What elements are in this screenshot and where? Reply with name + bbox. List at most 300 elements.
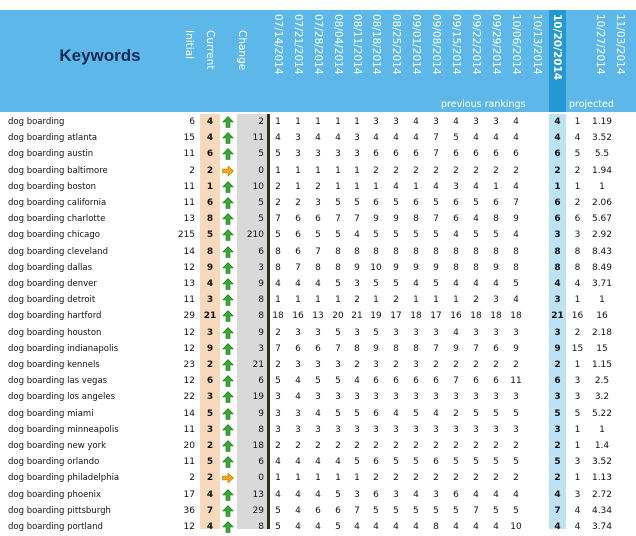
history-rank: 6 (295, 246, 301, 257)
history-rank: 3 (513, 327, 519, 338)
history-rank: 4 (473, 214, 479, 225)
history-rank: 7 (335, 214, 341, 225)
table-row (0, 406, 636, 422)
history-rank: 2 (393, 295, 399, 306)
trend-up-arrow-icon (222, 213, 234, 228)
history-rank: 8 (373, 246, 379, 257)
current-week-rank: 4 (554, 117, 561, 127)
history-rank: 2 (473, 165, 479, 176)
change-value: 6 (258, 246, 264, 257)
history-rank: 8 (493, 214, 499, 225)
history-rank: 4 (453, 327, 459, 338)
history-rank: 19 (370, 311, 382, 322)
history-rank: 7 (275, 214, 281, 225)
date-header: 10/13/2014 (531, 14, 543, 75)
history-rank: 2 (513, 441, 519, 451)
keyword-cell: dog boarding miami (8, 408, 94, 419)
history-rank: 4 (315, 133, 321, 144)
history-rank: 8 (275, 246, 281, 257)
history-rank: 5 (354, 457, 360, 468)
projected-rank: 8 (574, 262, 581, 273)
current-week-rank: 21 (551, 311, 564, 322)
history-rank: 4 (295, 489, 301, 500)
table-row (0, 487, 636, 503)
history-rank: 4 (354, 376, 360, 387)
history-rank: 5 (275, 522, 281, 532)
projected-rank: 4 (574, 279, 581, 289)
previous-rankings-label: previous rankings (441, 99, 526, 110)
history-rank: 4 (373, 133, 379, 144)
trend-up-arrow-icon (222, 505, 234, 520)
keyword-cell: dog boarding atlanta (8, 133, 98, 144)
projected-rank: 16 (571, 311, 584, 322)
history-rank: 5 (275, 376, 281, 387)
history-rank: 1 (335, 295, 341, 306)
current-rank: 7 (206, 505, 214, 516)
projected-rank: 1.13 (591, 473, 613, 484)
history-rank: 8 (354, 246, 360, 257)
change-value: 5 (258, 149, 264, 160)
table-row (0, 260, 636, 276)
date-header: 09/08/2014 (430, 14, 442, 75)
table-row (0, 195, 636, 211)
history-rank: 9 (373, 214, 379, 225)
history-rank: 5 (433, 230, 439, 241)
change-value: 6 (258, 457, 264, 468)
current-rank: 4 (206, 133, 214, 144)
history-rank: 8 (315, 262, 321, 273)
trend-up-arrow-icon (222, 229, 234, 244)
history-rank: 4 (513, 181, 519, 192)
history-rank: 4 (335, 457, 341, 468)
history-rank: 5 (373, 230, 379, 241)
keyword-cell: dog boarding philadelphia (8, 473, 120, 484)
keyword-cell: dog boarding charlotte (8, 214, 106, 225)
projected-rank: 2 (574, 327, 581, 338)
keyword-cell: dog boarding phoenix (8, 489, 102, 500)
projected-rank: 1.19 (591, 117, 613, 127)
projected-rank: 1 (574, 117, 581, 127)
table-row (0, 373, 636, 389)
history-rank: 5 (513, 457, 519, 468)
keyword-cell: dog boarding houston (8, 327, 102, 338)
history-rank: 3 (373, 360, 379, 370)
table-row (0, 341, 636, 357)
date-header: 07/14/2014 (272, 14, 284, 75)
history-rank: 18 (470, 311, 482, 322)
history-rank: 18 (410, 311, 422, 322)
keyword-cell: dog boarding denver (8, 279, 97, 289)
history-rank: 3 (433, 424, 439, 435)
history-rank: 5 (453, 457, 459, 468)
history-rank: 1 (315, 165, 321, 176)
history-rank: 5 (354, 408, 360, 419)
projected-rank: 3 (574, 392, 581, 403)
projected-rank: 1 (599, 424, 605, 435)
change-value: 19 (252, 392, 264, 403)
history-rank: 4 (393, 181, 399, 192)
projected-rank: 6 (574, 214, 581, 225)
date-header: 07/21/2014 (292, 14, 304, 75)
history-rank: 1 (453, 295, 459, 306)
date-header: 08/25/2014 (390, 14, 402, 75)
history-rank: 6 (373, 149, 379, 160)
keyword-cell: dog boarding pittsburgh (8, 505, 111, 516)
projected-rank: 2.18 (591, 327, 613, 338)
history-rank: 4 (493, 522, 499, 532)
history-rank: 2 (373, 441, 379, 451)
history-rank: 4 (473, 279, 479, 289)
trend-up-arrow-icon (222, 327, 234, 342)
history-rank: 3 (493, 295, 499, 306)
projected-rank: 1 (574, 424, 581, 435)
history-rank: 5 (413, 230, 419, 241)
history-rank: 3 (473, 392, 479, 403)
current-week-rank: 3 (554, 295, 561, 306)
history-rank: 13 (312, 311, 324, 322)
history-rank: 4 (315, 279, 321, 289)
current-week-rank: 1 (554, 181, 561, 192)
current-rank: 5 (206, 230, 214, 241)
history-rank: 4 (453, 117, 459, 127)
initial-rank: 215 (177, 230, 195, 241)
history-rank: 4 (433, 181, 439, 192)
projected-rank: 4 (574, 522, 581, 532)
history-rank: 4 (453, 230, 459, 241)
history-rank: 2 (335, 441, 341, 451)
history-rank: 1 (315, 473, 321, 484)
history-rank: 2 (275, 441, 281, 451)
table-row (0, 292, 636, 308)
history-rank: 3 (453, 424, 459, 435)
history-rank: 2 (295, 441, 301, 451)
history-rank: 1 (275, 473, 281, 484)
history-rank: 3 (315, 149, 321, 160)
history-rank: 3 (513, 392, 519, 403)
history-rank: 3 (433, 117, 439, 127)
projected-rank: 5.67 (591, 214, 613, 225)
current-week-rank: 6 (554, 149, 561, 160)
history-rank: 8 (433, 522, 439, 532)
history-rank: 2 (473, 441, 479, 451)
history-rank: 1 (295, 117, 301, 127)
history-rank: 3 (315, 392, 321, 403)
history-rank: 4 (453, 522, 459, 532)
history-rank: 4 (295, 522, 301, 532)
projected-rank: 2.5 (594, 376, 610, 387)
history-rank: 5 (373, 505, 379, 516)
history-rank: 4 (413, 279, 419, 289)
current-rank: 4 (206, 522, 214, 532)
history-rank: 9 (354, 262, 360, 273)
table-row (0, 422, 636, 438)
date-header: 08/18/2014 (370, 14, 382, 75)
history-rank: 10 (510, 522, 522, 532)
initial-rank: 11 (183, 424, 195, 435)
history-rank: 4 (373, 522, 379, 532)
history-rank: 2 (433, 473, 439, 484)
projected-rank: 1.94 (591, 165, 613, 176)
table-row (0, 357, 636, 373)
history-rank: 5 (275, 505, 281, 516)
history-rank: 5 (275, 149, 281, 160)
history-rank: 5 (453, 505, 459, 516)
projected-rank: 5 (574, 408, 581, 419)
history-rank: 3 (393, 424, 399, 435)
history-rank: 4 (275, 279, 281, 289)
history-rank: 6 (335, 505, 341, 516)
history-rank: 6 (473, 149, 479, 160)
current-rank: 5 (206, 457, 214, 468)
keyword-cell: dog boarding orlando (8, 457, 100, 468)
history-rank: 6 (433, 376, 439, 387)
keyword-cell: dog boarding baltimore (8, 165, 108, 176)
history-rank: 3 (473, 424, 479, 435)
history-rank: 8 (354, 343, 360, 354)
history-rank: 3 (413, 360, 419, 370)
history-rank: 3 (413, 392, 419, 403)
history-rank: 18 (490, 311, 502, 322)
trend-up-arrow-icon (222, 310, 234, 325)
history-rank: 6 (373, 376, 379, 387)
history-rank: 6 (373, 198, 379, 208)
change-value: 5 (258, 214, 264, 225)
history-rank: 8 (335, 246, 341, 257)
keyword-cell: dog boarding new york (8, 441, 107, 451)
history-rank: 6 (295, 343, 301, 354)
history-rank: 2 (453, 360, 459, 370)
history-rank: 6 (453, 149, 459, 160)
history-rank: 3 (354, 279, 360, 289)
history-rank: 9 (433, 262, 439, 273)
history-rank: 5 (393, 457, 399, 468)
history-rank: 8 (433, 246, 439, 257)
change-value: 8 (258, 311, 264, 322)
trend-up-arrow-icon (222, 521, 234, 536)
history-rank: 5 (473, 198, 479, 208)
history-rank: 8 (275, 262, 281, 273)
projected-rank: 8 (574, 246, 581, 257)
history-rank: 9 (493, 262, 499, 273)
history-rank: 1 (295, 181, 301, 192)
projected-rank: 1 (574, 441, 581, 451)
history-rank: 2 (275, 327, 281, 338)
history-rank: 7 (513, 198, 519, 208)
table-row (0, 130, 636, 146)
projected-rank: 4.34 (591, 505, 613, 516)
history-rank: 3 (315, 327, 321, 338)
projected-rank: 15 (571, 343, 584, 354)
current-rank: 9 (206, 262, 214, 273)
history-rank: 1 (413, 181, 419, 192)
history-rank: 4 (315, 408, 321, 419)
history-rank: 6 (315, 343, 321, 354)
trend-flat-arrow-icon (222, 165, 234, 180)
initial-rank: 14 (183, 408, 195, 419)
history-rank: 8 (413, 246, 419, 257)
keyword-cell: dog boarding boston (8, 181, 97, 192)
history-rank: 2 (354, 441, 360, 451)
history-rank: 2 (453, 165, 459, 176)
current-week-rank: 5 (554, 408, 561, 419)
change-value: 10 (252, 181, 264, 192)
projected-label: projected (569, 99, 614, 110)
history-rank: 4 (473, 181, 479, 192)
projected-rank: 2.92 (591, 230, 613, 241)
history-rank: 4 (493, 133, 499, 144)
change-value: 9 (258, 327, 264, 338)
history-rank: 4 (493, 279, 499, 289)
history-rank: 5 (473, 457, 479, 468)
history-rank: 5 (275, 230, 281, 241)
history-rank: 2 (513, 165, 519, 176)
table-row (0, 163, 636, 179)
history-rank: 5 (413, 505, 419, 516)
projected-rank: 3.71 (591, 279, 613, 289)
projected-rank: 2.06 (591, 198, 613, 208)
history-rank: 3 (393, 327, 399, 338)
history-rank: 5 (335, 489, 341, 500)
keyword-cell: dog boarding las vegas (8, 376, 108, 387)
history-rank: 6 (513, 149, 519, 160)
history-rank: 4 (413, 133, 419, 144)
initial-rank: 11 (183, 181, 195, 192)
projected-rank: 5.22 (591, 408, 613, 419)
projected-rank: 3.52 (591, 457, 613, 468)
history-rank: 2 (373, 165, 379, 176)
date-header: 07/28/2014 (312, 14, 324, 75)
history-rank: 17 (430, 311, 442, 322)
history-rank: 8 (413, 214, 419, 225)
history-rank: 2 (413, 441, 419, 451)
history-rank: 2 (453, 441, 459, 451)
history-rank: 4 (275, 489, 281, 500)
history-rank: 6 (453, 489, 459, 500)
history-rank: 3 (295, 424, 301, 435)
history-rank: 2 (354, 295, 360, 306)
history-rank: 5 (493, 505, 499, 516)
history-rank: 18 (510, 311, 522, 322)
current-week-rank: 5 (554, 457, 561, 468)
projected-rank: 1 (599, 181, 605, 192)
current-rank: 2 (206, 165, 214, 176)
keywords-heading: Keywords (59, 46, 141, 65)
history-rank: 5 (335, 408, 341, 419)
initial-rank: 11 (183, 198, 195, 208)
history-rank: 2 (513, 473, 519, 484)
change-value: 6 (258, 376, 264, 387)
initial-rank: 23 (183, 360, 195, 370)
history-rank: 6 (493, 198, 499, 208)
history-rank: 5 (315, 230, 321, 241)
history-rank: 6 (373, 457, 379, 468)
history-rank: 6 (493, 149, 499, 160)
history-rank: 7 (473, 343, 479, 354)
history-rank: 4 (513, 295, 519, 306)
history-rank: 3 (354, 327, 360, 338)
history-rank: 3 (393, 392, 399, 403)
projected-rank: 8.49 (591, 262, 613, 273)
history-rank: 5 (335, 376, 341, 387)
history-rank: 1 (354, 165, 360, 176)
projected-rank: 3.74 (591, 522, 613, 532)
history-rank: 4 (473, 133, 479, 144)
change-value: 0 (258, 165, 264, 176)
history-rank: 8 (335, 262, 341, 273)
table-row (0, 276, 636, 292)
current-week-rank: 3 (554, 230, 561, 241)
history-rank: 4 (315, 522, 321, 532)
current-week-rank: 2 (554, 165, 561, 176)
history-rank: 5 (513, 505, 519, 516)
current-week-rank: 4 (554, 279, 561, 289)
history-rank: 1 (295, 295, 301, 306)
history-rank: 4 (393, 522, 399, 532)
current-rank: 6 (206, 149, 214, 160)
current-week-rank: 2 (554, 473, 561, 484)
history-rank: 3 (275, 424, 281, 435)
current-rank: 8 (206, 214, 214, 225)
keyword-cell: dog boarding california (8, 198, 107, 208)
current-week-rank: 3 (554, 392, 561, 403)
keyword-cell: dog boarding hartford (8, 311, 102, 322)
date-header: 11/03/2014 (614, 14, 626, 75)
history-rank: 2 (453, 408, 459, 419)
history-rank: 3 (473, 327, 479, 338)
history-rank: 3 (433, 392, 439, 403)
history-rank: 7 (433, 343, 439, 354)
history-rank: 5 (493, 230, 499, 241)
history-rank: 3 (335, 149, 341, 160)
current-week-rank: 8 (554, 262, 561, 273)
keyword-cell: dog boarding minneapolis (8, 424, 119, 435)
date-header: 09/22/2014 (470, 14, 482, 75)
history-rank: 3 (315, 424, 321, 435)
projected-rank: 3 (574, 457, 581, 468)
change-value: 2 (258, 117, 264, 127)
history-rank: 6 (413, 376, 419, 387)
history-rank: 4 (295, 376, 301, 387)
history-rank: 8 (513, 246, 519, 257)
table-row (0, 503, 636, 519)
history-rank: 8 (493, 246, 499, 257)
table-row (0, 179, 636, 195)
history-rank: 7 (354, 505, 360, 516)
history-rank: 1 (413, 295, 419, 306)
table-row (0, 211, 636, 227)
history-rank: 2 (393, 165, 399, 176)
initial-rank: 13 (183, 214, 195, 225)
projected-rank: 3 (574, 230, 581, 241)
history-rank: 3 (295, 133, 301, 144)
trend-up-arrow-icon (222, 489, 234, 504)
trend-up-arrow-icon (222, 359, 234, 374)
current-week-rank: 4 (554, 522, 561, 532)
change-value: 8 (258, 295, 264, 306)
history-rank: 7 (433, 214, 439, 225)
trend-up-arrow-icon (222, 375, 234, 390)
current-rank: 3 (206, 424, 214, 435)
history-rank: 4 (393, 133, 399, 144)
current-week-rank: 2 (554, 441, 561, 451)
change-value: 3 (258, 262, 264, 273)
keyword-cell: dog boarding portland (8, 522, 103, 532)
trend-up-arrow-icon (222, 408, 234, 423)
history-rank: 6 (393, 376, 399, 387)
history-rank: 2 (393, 473, 399, 484)
initial-rank: 11 (183, 149, 195, 160)
table-row (0, 308, 636, 324)
